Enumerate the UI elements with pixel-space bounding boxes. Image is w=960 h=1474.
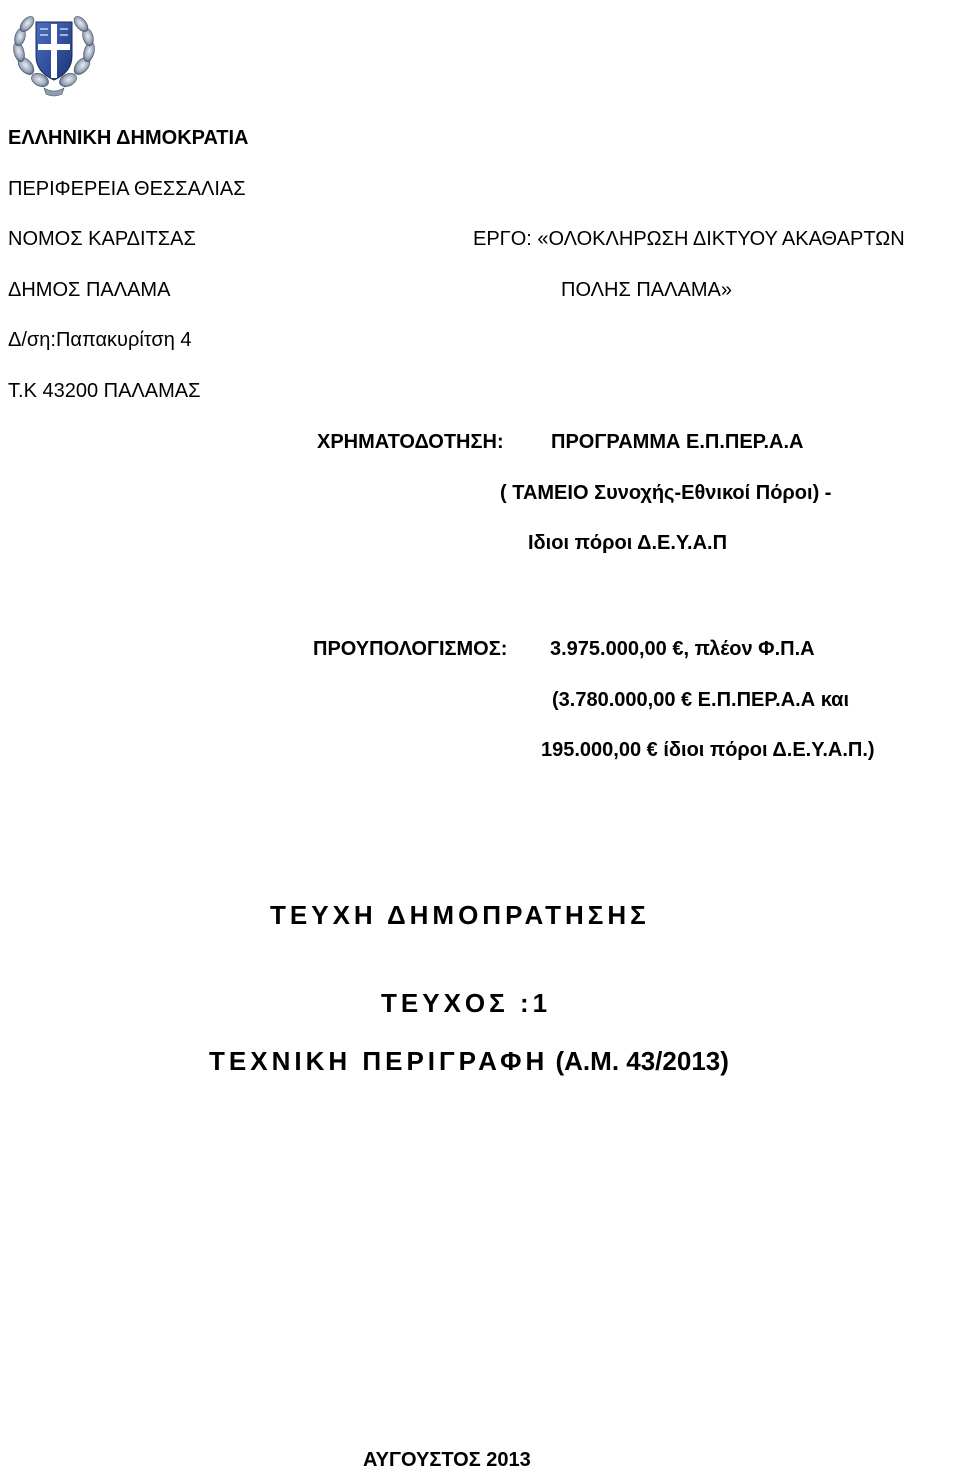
header-prefecture: ΝΟΜΟΣ ΚΑΡΔΙΤΣΑΣ [8, 228, 196, 250]
header-postcode: Τ.Κ 43200 ΠΑΛΑΜΑΣ [8, 380, 201, 402]
budget-breakdown-1: (3.780.000,00 € Ε.Π.ΠΕΡ.Α.Α και [552, 689, 850, 711]
header-municipality: ΔΗΜΟΣ ΠΑΛΑΜΑ [8, 279, 171, 301]
funding-own-resources: Ιδιοι πόροι Δ.Ε.Υ.Α.Π [528, 532, 728, 554]
documents-volume: ΤΕΥΧΟΣ :1 [381, 988, 552, 1018]
documents-subtitle [209, 1048, 729, 1074]
funding-program: ΠΡΟΓΡΑΜΜΑ Ε.Π.ΠΕΡ.Α.Α [551, 431, 804, 453]
greek-coat-of-arms-icon [6, 4, 102, 100]
project-title-line2: ΠΟΛΗΣ ΠΑΛΑΜΑ» [561, 279, 732, 301]
header-country: ΕΛΛΗΝΙΚΗ ΔΗΜΟΚΡΑΤΙΑ [8, 127, 249, 149]
documents-subtitle-text: ΤΕΧΝΙΚΗ ΠΕΡΙΓΡΑΦΗ [209, 1046, 549, 1076]
project-title-line1: ΕΡΓΟ: «ΟΛΟΚΛΗΡΩΣΗ ΔΙΚΤΥΟΥ ΑΚΑΘΑΡΤΩΝ [473, 228, 905, 250]
funding-source: ( ΤΑΜΕΙΟ Συνοχής-Εθνικοί Πόροι) - [500, 482, 832, 504]
footer-date: ΑΥΓΟΥΣΤΟΣ 2013 [363, 1449, 531, 1471]
header-address: Δ/ση:Παπακυρίτση 4 [8, 329, 192, 351]
funding-label: ΧΡΗΜΑΤΟΔΟΤΗΣΗ: [317, 431, 504, 453]
documents-title: ΤΕΥΧΗ ΔΗΜΟΠΡΑΤΗΣΗΣ [270, 900, 650, 930]
budget-total: 3.975.000,00 €, πλέον Φ.Π.Α [550, 638, 815, 660]
header-region: ΠΕΡΙΦΕΡΕΙΑ ΘΕΣΣΑΛΙΑΣ [8, 178, 246, 200]
documents-subtitle-ref: (Α.Μ. 43/2013) [555, 1046, 729, 1076]
budget-label: ΠΡΟΥΠΟΛΟΓΙΣΜΟΣ: [313, 638, 508, 660]
budget-breakdown-2: 195.000,00 € ίδιοι πόροι Δ.Ε.Υ.Α.Π.) [541, 739, 875, 761]
